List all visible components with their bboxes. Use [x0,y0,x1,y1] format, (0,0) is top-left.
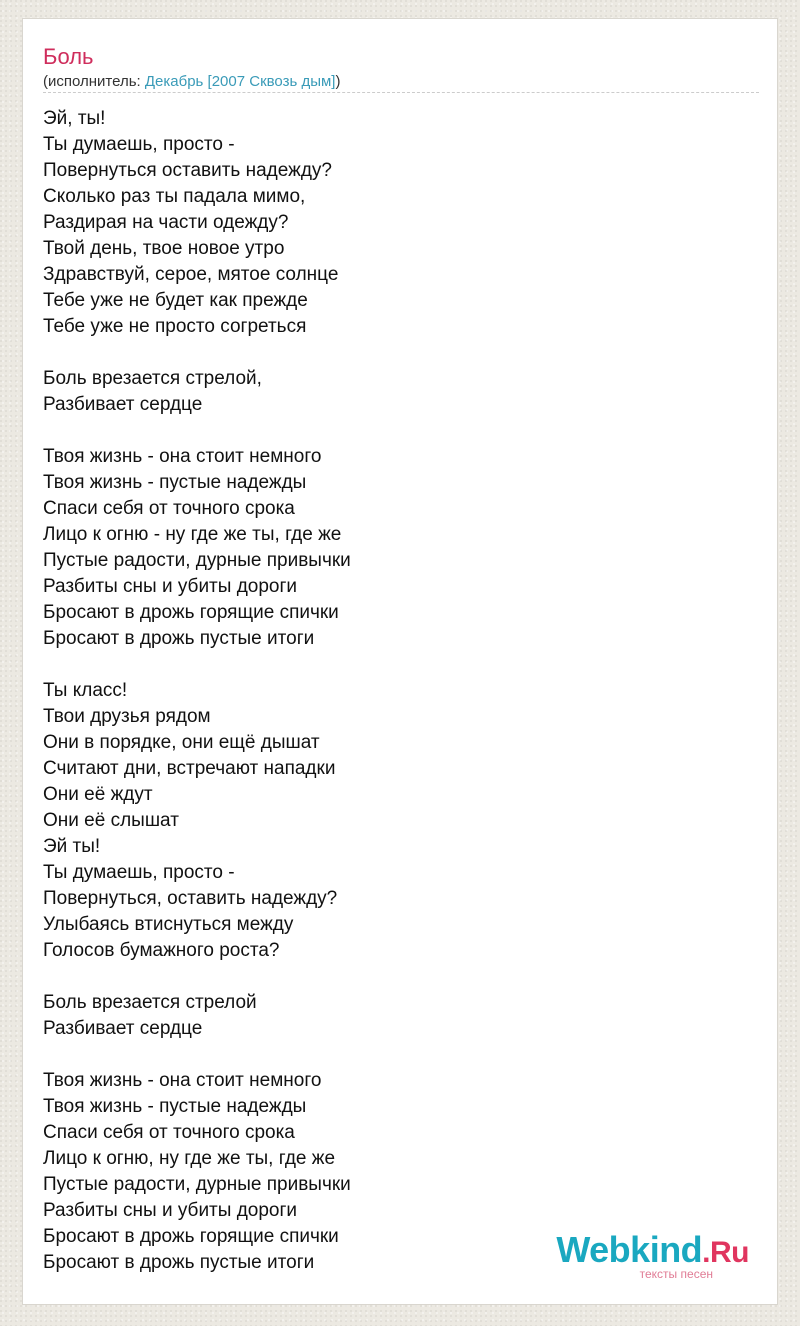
lyric-line: Раздирая на части одежду? [43,212,289,233]
title-divider [43,92,759,93]
lyric-line: Лицо к огню - ну где же ты, где же [43,524,342,545]
lyric-line: Твоя жизнь - она стоит немного [43,1070,322,1091]
lyric-blank-line [43,418,753,444]
lyric-line: Боль врезается стрелой, [43,368,262,389]
lyric-blank-line [43,652,753,678]
lyric-blank-line [43,964,753,990]
brand-tagline: тексты песен [639,1267,713,1281]
lyric-line: Бросают в дрожь пустые итоги [43,1252,315,1273]
lyric-line: Ты думаешь, просто - [43,862,235,883]
lyric-line: Бросают в дрожь пустые итоги [43,628,315,649]
lyric-blank-line [43,1042,753,1068]
brand-tld: .Ru [702,1236,749,1269]
lyric-line: Лицо к огню, ну где же ты, где же [43,1148,336,1169]
lyric-line: Разбивает сердце [43,1018,203,1039]
lyric-line: Бросают в дрожь горящие спички [43,602,339,623]
lyric-line: Пустые радости, дурные привычки [43,550,351,571]
lyric-line: Твоя жизнь - пустые надежды [43,1096,307,1117]
lyric-line: Повернуться, оставить надежду? [43,888,338,909]
lyrics-text [43,106,753,1276]
lyric-line: Разбиты сны и убиты дороги [43,1200,298,1221]
meta-suffix: ) [335,73,341,90]
lyric-line: Улыбаясь втиснуться между [43,914,294,935]
lyric-line: Повернуться оставить надежду? [43,160,332,181]
webkind-logo[interactable] [556,1229,749,1281]
lyric-line: Твой день, твое новое утро [43,238,285,259]
lyric-line: Пустые радости, дурные привычки [43,1174,351,1195]
album-link[interactable]: [2007 Сквозь дым] [207,73,336,90]
lyric-line: Здравствуй, серое, мятое солнце [43,264,339,285]
lyric-line: Они в порядке, они ещё дышат [43,732,320,753]
meta-prefix: (исполнитель: [43,73,145,90]
lyric-line: Они её слышат [43,810,179,831]
lyric-line: Боль врезается стрелой [43,992,257,1013]
artist-link[interactable]: Декабрь [144,73,204,90]
lyric-line: Разбивает сердце [43,394,203,415]
brand-word: Webkind [556,1229,703,1270]
lyric-line: Бросают в дрожь горящие спички [43,1226,339,1247]
lyric-line: Твоя жизнь - пустые надежды [43,472,307,493]
song-meta [43,73,340,91]
lyric-line: Тебе уже не будет как прежде [43,290,308,311]
lyric-line: Ты класс! [43,680,128,701]
lyric-line: Они её ждут [43,784,153,805]
lyric-line: Ты думаешь, просто - [43,134,235,155]
lyric-line: Разбиты сны и убиты дороги [43,576,298,597]
lyric-line: Спаси себя от точного срока [43,1122,295,1143]
lyric-line: Считают дни, встречают нападки [43,758,336,779]
brand-name [556,1229,749,1271]
lyric-line: Эй ты! [43,836,101,857]
lyric-line: Твоя жизнь - она стоит немного [43,446,322,467]
lyric-blank-line [43,340,753,366]
lyric-line: Эй, ты! [43,108,106,129]
song-title: Боль [43,44,94,69]
lyric-line: Твои друзья рядом [43,706,211,727]
lyric-line: Голосов бумажного роста? [43,940,280,961]
lyric-line: Тебе уже не просто согреться [43,316,307,337]
lyric-line: Сколько раз ты падала мимо, [43,186,306,207]
lyrics-card [22,18,778,1305]
lyric-line: Спаси себя от точного срока [43,498,295,519]
